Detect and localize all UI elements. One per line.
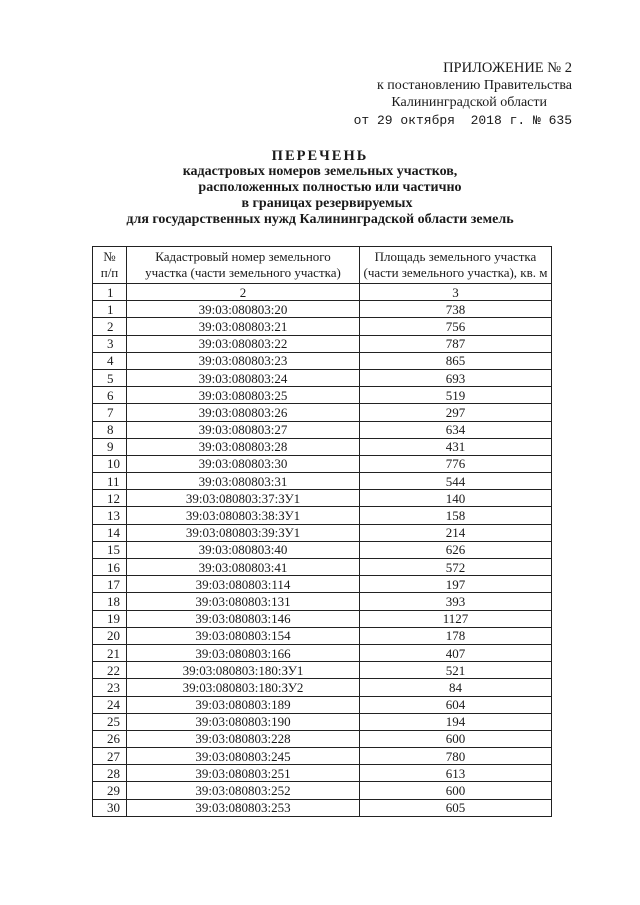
header-number	[93, 247, 127, 284]
row-number: 21	[93, 644, 127, 661]
table-row	[93, 627, 552, 644]
cadastral-number: 39:03:080803:27	[127, 421, 360, 438]
cadastral-number: 39:03:080803:20	[127, 301, 360, 318]
table-body	[93, 284, 552, 817]
document-title	[0, 148, 640, 228]
area-value: 194	[360, 713, 552, 730]
area-value: 158	[360, 507, 552, 524]
cadastral-table	[92, 246, 552, 817]
table-row	[93, 559, 552, 576]
area-value: 865	[360, 352, 552, 369]
cadastral-number: 39:03:080803:251	[127, 765, 360, 782]
cadastral-number: 39:03:080803:245	[127, 748, 360, 765]
header-cadastral-line-2: участка (части земельного участка)	[145, 265, 341, 280]
cadastral-number: 39:03:080803:23	[127, 352, 360, 369]
row-number: 29	[93, 782, 127, 799]
cadastral-number: 39:03:080803:180:ЗУ1	[127, 662, 360, 679]
area-value: 787	[360, 335, 552, 352]
row-number: 25	[93, 713, 127, 730]
cadastral-number: 39:03:080803:131	[127, 593, 360, 610]
cadastral-number: 39:03:080803:26	[127, 404, 360, 421]
title-line-5: для государственных нужд Калининградской области земель	[126, 212, 514, 227]
area-value: 693	[360, 369, 552, 386]
table-row	[93, 387, 552, 404]
cadastral-number: 39:03:080803:39:ЗУ1	[127, 524, 360, 541]
row-number: 5	[93, 369, 127, 386]
table-row	[93, 421, 552, 438]
index-cell-1: 1	[93, 284, 127, 301]
table-row	[93, 765, 552, 782]
table-row	[93, 352, 552, 369]
row-number: 19	[93, 610, 127, 627]
cadastral-number: 39:03:080803:31	[127, 473, 360, 490]
header-area-line-1: Площадь земельного участка	[374, 249, 537, 264]
area-value: 84	[360, 679, 552, 696]
cadastral-number: 39:03:080803:28	[127, 438, 360, 455]
row-number: 16	[93, 559, 127, 576]
area-value: 605	[360, 799, 552, 816]
table-row	[93, 730, 552, 747]
cadastral-number: 39:03:080803:228	[127, 730, 360, 747]
table-row	[93, 662, 552, 679]
area-value: 1127	[360, 610, 552, 627]
table-row	[93, 301, 552, 318]
table-row	[93, 369, 552, 386]
area-value: 297	[360, 404, 552, 421]
cadastral-number: 39:03:080803:30	[127, 455, 360, 472]
row-number: 11	[93, 473, 127, 490]
row-number: 15	[93, 541, 127, 558]
table-row	[93, 799, 552, 816]
area-value: 178	[360, 627, 552, 644]
row-number: 22	[93, 662, 127, 679]
cadastral-number: 39:03:080803:189	[127, 696, 360, 713]
row-number: 13	[93, 507, 127, 524]
header-area	[360, 247, 552, 284]
cadastral-number: 39:03:080803:146	[127, 610, 360, 627]
row-number: 28	[93, 765, 127, 782]
cadastral-number: 39:03:080803:114	[127, 576, 360, 593]
appendix-header	[354, 60, 572, 129]
table-row	[93, 438, 552, 455]
row-number: 17	[93, 576, 127, 593]
area-value: 604	[360, 696, 552, 713]
cadastral-number: 39:03:080803:25	[127, 387, 360, 404]
row-number: 8	[93, 421, 127, 438]
header-area-line-2: (части земельного участка), кв. м	[363, 265, 548, 280]
row-number: 14	[93, 524, 127, 541]
table-row	[93, 576, 552, 593]
table-row	[93, 318, 552, 335]
row-number: 30	[93, 799, 127, 816]
row-number: 12	[93, 490, 127, 507]
row-number: 2	[93, 318, 127, 335]
area-value: 756	[360, 318, 552, 335]
table-row	[93, 490, 552, 507]
table-row	[93, 748, 552, 765]
table-index-row	[93, 284, 552, 301]
row-number: 27	[93, 748, 127, 765]
row-number: 3	[93, 335, 127, 352]
area-value: 572	[360, 559, 552, 576]
title-heading: ПЕРЕЧЕНЬ	[271, 148, 369, 164]
table-row	[93, 473, 552, 490]
cadastral-number: 39:03:080803:253	[127, 799, 360, 816]
header-number-line-2: п/п	[100, 265, 119, 280]
table-row	[93, 524, 552, 541]
index-cell-3: 3	[360, 284, 552, 301]
cadastral-number: 39:03:080803:24	[127, 369, 360, 386]
table-row	[93, 644, 552, 661]
cadastral-number: 39:03:080803:41	[127, 559, 360, 576]
row-number: 6	[93, 387, 127, 404]
appendix-date-number: от 29 октября 2018 г. № 635	[353, 113, 572, 128]
appendix-label: ПРИЛОЖЕНИЕ № 2	[443, 60, 572, 76]
area-value: 776	[360, 455, 552, 472]
area-value: 600	[360, 730, 552, 747]
cadastral-number: 39:03:080803:252	[127, 782, 360, 799]
header-cadastral-number	[127, 247, 360, 284]
row-number: 18	[93, 593, 127, 610]
table-row	[93, 679, 552, 696]
index-cell-2: 2	[127, 284, 360, 301]
title-line-4: в границах резервируемых	[241, 196, 413, 211]
title-line-2: кадастровых номеров земельных участков,	[182, 164, 458, 179]
area-value: 626	[360, 541, 552, 558]
cadastral-number: 39:03:080803:166	[127, 644, 360, 661]
area-value: 197	[360, 576, 552, 593]
cadastral-number: 39:03:080803:38:ЗУ1	[127, 507, 360, 524]
area-value: 393	[360, 593, 552, 610]
cadastral-number: 39:03:080803:37:ЗУ1	[127, 490, 360, 507]
area-value: 519	[360, 387, 552, 404]
cadastral-number: 39:03:080803:40	[127, 541, 360, 558]
table-row	[93, 782, 552, 799]
table-row	[93, 610, 552, 627]
area-value: 544	[360, 473, 552, 490]
table-row	[93, 335, 552, 352]
row-number: 9	[93, 438, 127, 455]
title-line-3: расположенных полностью или частично	[198, 180, 462, 195]
area-value: 521	[360, 662, 552, 679]
area-value: 600	[360, 782, 552, 799]
appendix-region: Калининградской области	[391, 95, 547, 110]
row-number: 23	[93, 679, 127, 696]
row-number: 4	[93, 352, 127, 369]
cadastral-number: 39:03:080803:21	[127, 318, 360, 335]
table-row	[93, 713, 552, 730]
area-value: 407	[360, 644, 552, 661]
table-row	[93, 593, 552, 610]
cadastral-number: 39:03:080803:190	[127, 713, 360, 730]
row-number: 26	[93, 730, 127, 747]
row-number: 7	[93, 404, 127, 421]
table-row	[93, 404, 552, 421]
header-number-line-1: №	[103, 249, 116, 264]
row-number: 10	[93, 455, 127, 472]
cadastral-number: 39:03:080803:180:ЗУ2	[127, 679, 360, 696]
table-row	[93, 455, 552, 472]
area-value: 634	[360, 421, 552, 438]
area-value: 780	[360, 748, 552, 765]
area-value: 738	[360, 301, 552, 318]
table-row	[93, 696, 552, 713]
header-cadastral-line-1: Кадастровый номер земельного	[155, 249, 331, 264]
cadastral-number: 39:03:080803:22	[127, 335, 360, 352]
area-value: 140	[360, 490, 552, 507]
appendix-reference: к постановлению Правительства	[376, 78, 572, 93]
area-value: 214	[360, 524, 552, 541]
area-value: 431	[360, 438, 552, 455]
cadastral-number: 39:03:080803:154	[127, 627, 360, 644]
table-header-row	[93, 247, 552, 284]
row-number: 24	[93, 696, 127, 713]
table-row	[93, 507, 552, 524]
table-row	[93, 541, 552, 558]
row-number: 20	[93, 627, 127, 644]
area-value: 613	[360, 765, 552, 782]
row-number: 1	[93, 301, 127, 318]
